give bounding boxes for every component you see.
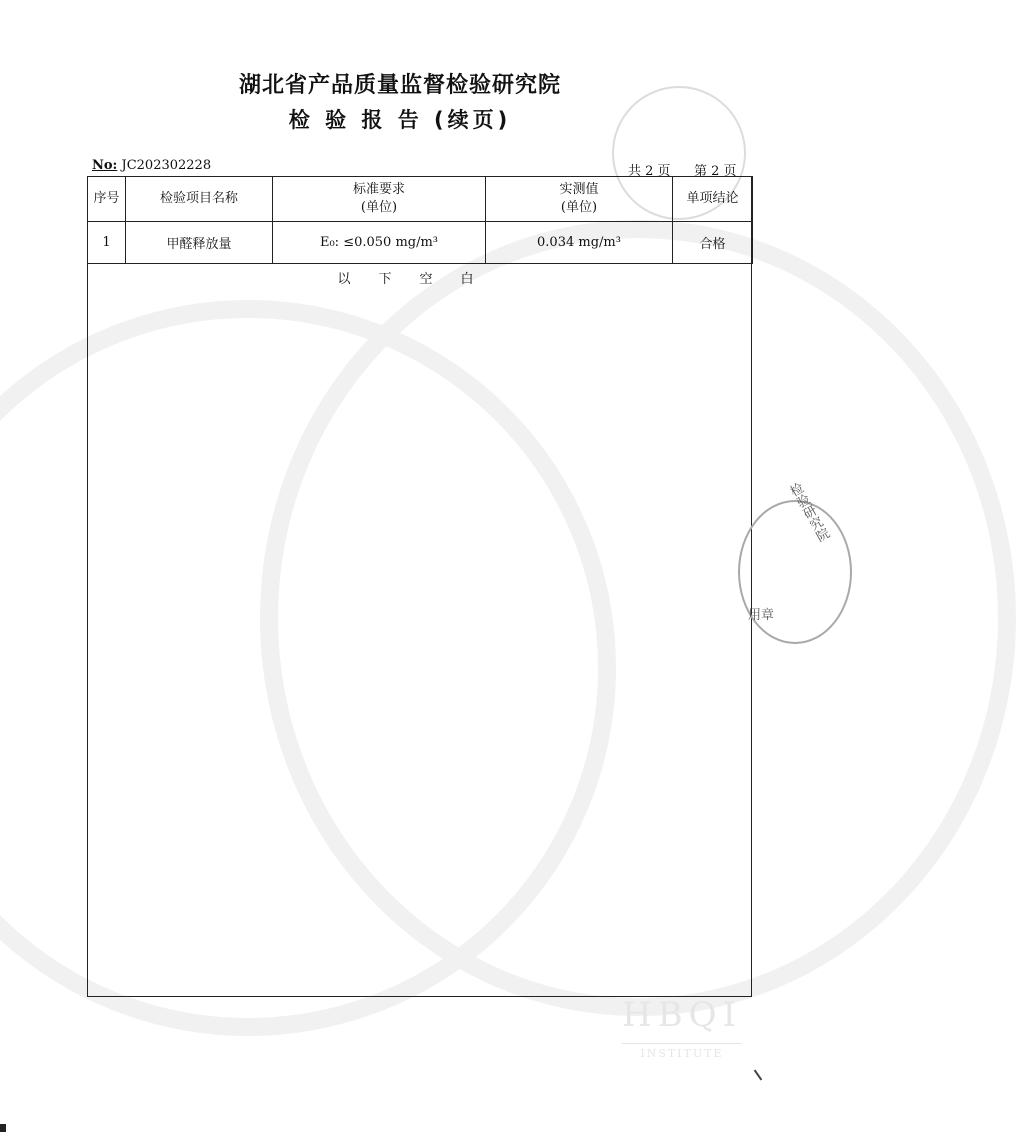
cell-conclusion: 合格 bbox=[673, 222, 753, 264]
column-header-index: 序号 bbox=[88, 177, 126, 222]
cell-requirement: E₀: ≤0.050 mg/m³ bbox=[273, 222, 486, 264]
logo-text: HBQI bbox=[622, 995, 742, 1035]
page-current: 第 2 页 bbox=[694, 164, 737, 179]
scan-edge-mark bbox=[0, 1124, 6, 1132]
table-header-row bbox=[88, 177, 753, 222]
page-total: 共 2 页 bbox=[628, 164, 671, 179]
report-number bbox=[92, 158, 211, 173]
logo-subtext: INSTITUTE bbox=[622, 1043, 742, 1060]
column-header-conclusion: 单项结论 bbox=[673, 177, 753, 222]
column-header-measured: 实测值 (单位) bbox=[486, 177, 673, 222]
blank-below-note: 以下空白 bbox=[337, 272, 502, 287]
institute-title: 湖北省产品质量监督检验研究院 bbox=[238, 73, 561, 98]
results-table bbox=[87, 176, 753, 264]
report-frame bbox=[87, 176, 752, 997]
cell-item: 甲醛释放量 bbox=[126, 222, 273, 264]
report-number-value: JC202302228 bbox=[121, 158, 212, 173]
seal-text-2: 用章 bbox=[748, 608, 775, 623]
institute-logo-watermark bbox=[622, 995, 742, 1060]
report-title: 检 验 报 告 (续页) bbox=[288, 108, 512, 132]
seal-text: 检验研究院 bbox=[785, 481, 831, 545]
column-header-item: 检验项目名称 bbox=[126, 177, 273, 222]
report-number-label: No: bbox=[92, 158, 118, 173]
cell-index: 1 bbox=[88, 222, 126, 264]
cell-measured: 0.034 mg/m³ bbox=[486, 222, 673, 264]
column-header-requirement: 标准要求 (单位) bbox=[273, 177, 486, 222]
table-row bbox=[88, 222, 753, 264]
scan-edge-mark bbox=[754, 1070, 763, 1081]
